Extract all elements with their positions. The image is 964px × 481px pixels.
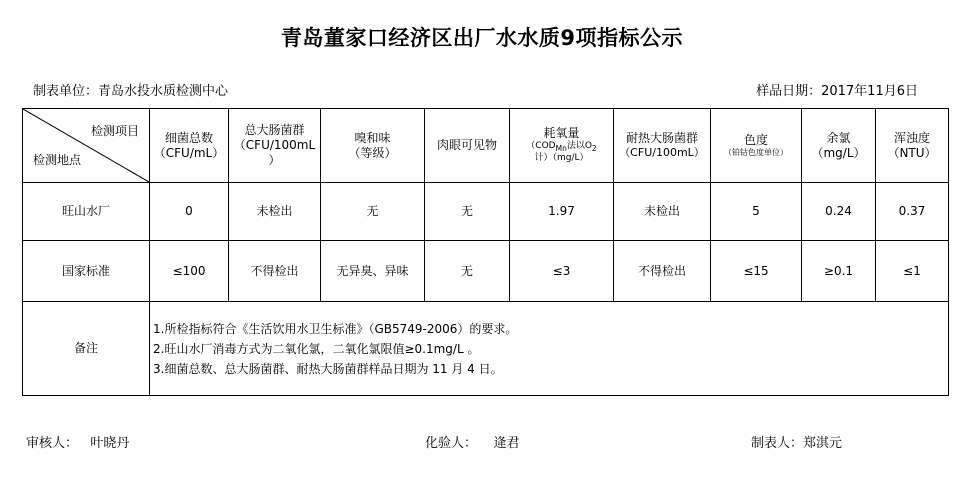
table-cell: 0.24 xyxy=(802,183,876,241)
header-color-name: 色度 xyxy=(743,133,768,147)
header-turbidity-name: 浑浊度 xyxy=(893,130,930,145)
header-cod-name: 耗氧量 xyxy=(543,125,580,140)
header-odor-name: 嗅和味 xyxy=(354,130,391,145)
table-cell: 0.37 xyxy=(876,183,949,241)
header-odor xyxy=(321,109,425,183)
row-label: 国家标准 xyxy=(23,241,150,302)
table-row-wangshan xyxy=(23,183,949,241)
table-cell: 无 xyxy=(425,241,510,302)
diagonal-line xyxy=(23,109,149,182)
date-label: 样品日期：2017年11月6日 xyxy=(756,84,918,99)
preparer-signature: 制表人：郑淇元 xyxy=(751,436,843,451)
table-cell: ≤3 xyxy=(510,241,614,302)
table-cell: 不得检出 xyxy=(229,241,321,302)
header-color-unit: （铂钴色度单位） xyxy=(724,148,788,157)
diagonal-header-cell xyxy=(23,109,150,183)
tester-signature: 化验人： 逄君 xyxy=(425,436,520,451)
table-cell: 5 xyxy=(711,183,802,241)
header-odor-unit: （等级） xyxy=(348,145,397,160)
table-cell: 1.97 xyxy=(510,183,614,241)
header-chlorine-name: 余氯 xyxy=(826,130,851,145)
table-cell: ≤100 xyxy=(150,241,229,302)
header-coliform-name: 总大肠菌群 xyxy=(244,123,305,137)
table-cell: 不得检出 xyxy=(614,241,711,302)
header-cod-unit-a: （COD xyxy=(526,140,556,151)
table-cell: 无 xyxy=(425,183,510,241)
table-cell: ≤15 xyxy=(711,241,802,302)
header-turbidity xyxy=(876,109,949,183)
note-line: 2.旺山水厂消毒方式为二氧化氯，二氧化氯限值≥0.1mg/L 。 xyxy=(153,341,480,356)
header-cod xyxy=(510,109,614,183)
header-cod-unit xyxy=(510,141,613,165)
header-cod-unit-c: 计）（mg/L） xyxy=(534,153,589,164)
table-cell: 无 xyxy=(321,183,425,241)
header-cod-sub: Mn xyxy=(555,143,567,153)
notes-cell xyxy=(150,302,949,396)
table-row-notes xyxy=(23,302,949,396)
table-cell: 0 xyxy=(150,183,229,241)
header-cod-sub2: 2 xyxy=(591,143,597,153)
header-cod-unit-b: 法以O xyxy=(566,140,592,151)
header-visible-name: 肉眼可见物 xyxy=(436,138,497,152)
header-thermo-coliform xyxy=(614,109,711,183)
note-line: 1.所检指标符合《生活饮用水卫生标准》（GB5749-2006）的要求。 xyxy=(153,321,518,336)
table-cell: ≤1 xyxy=(876,241,949,302)
water-quality-table xyxy=(22,108,949,396)
header-bacteria xyxy=(150,109,229,183)
diag-bottom-label: 检测地点 xyxy=(33,153,82,167)
page-title: 青岛董家口经济区出厂水水质9项指标公示 xyxy=(280,26,684,50)
header-color xyxy=(711,109,802,183)
notes-label: 备注 xyxy=(23,302,150,396)
header-thermo-name: 耐热大肠菌群 xyxy=(625,131,698,146)
header-row xyxy=(23,109,949,183)
table-cell: 未检出 xyxy=(229,183,321,241)
header-coliform-unit-close: ） xyxy=(268,153,281,167)
table-cell: ≥0.1 xyxy=(802,241,876,302)
header-thermo-unit: （CFU/100mL） xyxy=(619,146,705,160)
header-chlorine-unit: （mg/L） xyxy=(811,145,866,160)
header-bacteria-name: 细菌总数 xyxy=(164,130,213,145)
table-cell: 无异臭、异味 xyxy=(321,241,425,302)
row-label: 旺山水厂 xyxy=(23,183,150,241)
header-bacteria-unit: （CFU/mL） xyxy=(153,145,225,160)
note-line: 3.细菌总数、总大肠菌群、耐热大肠菌群样品日期为 11 月 4 日。 xyxy=(153,361,503,376)
header-chlorine xyxy=(802,109,876,183)
table-cell: 未检出 xyxy=(614,183,711,241)
header-coliform xyxy=(229,109,321,183)
header-visible xyxy=(425,109,510,183)
header-turbidity-unit: （NTU） xyxy=(887,145,937,160)
unit-label: 制表单位：青岛水投水质检测中心 xyxy=(33,84,229,99)
diag-top-label: 检测项目 xyxy=(90,124,139,138)
reviewer-signature: 审核人： 叶晓丹 xyxy=(26,436,130,451)
header-coliform-unit: （CFU/100mL xyxy=(233,138,316,152)
table-row-national-standard xyxy=(23,241,949,302)
